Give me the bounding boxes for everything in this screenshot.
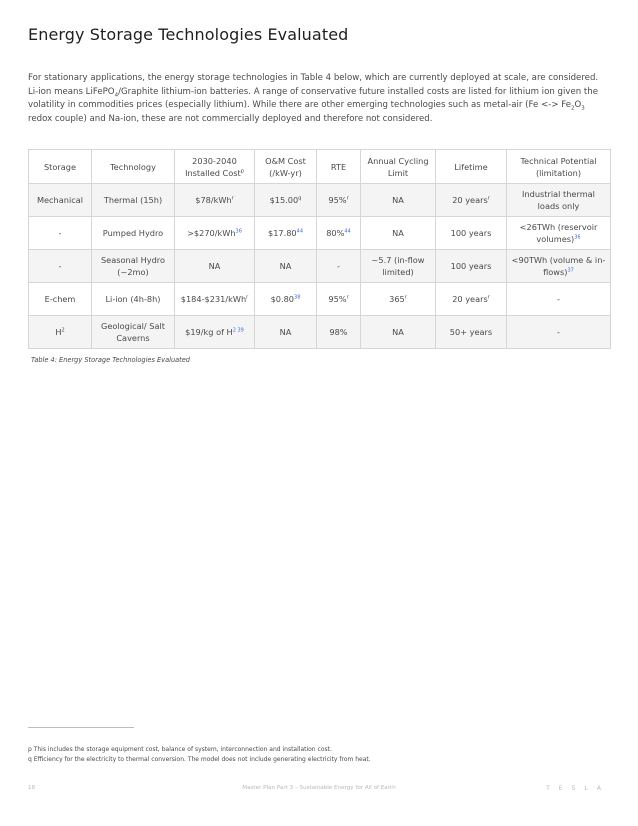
- cell-rte: 98%: [317, 316, 361, 349]
- storage-technologies-table: [28, 149, 611, 349]
- table-caption: Table 4: Energy Storage Technologies Evaluated: [31, 356, 190, 364]
- cell-technology: Seasonal Hydro (~2mo): [92, 250, 175, 283]
- cell-technology: Geological/ Salt Caverns: [92, 316, 175, 349]
- table-row: [29, 283, 611, 316]
- cell-rte: 95%$^r$: [317, 184, 361, 217]
- cell-storage: Mechanical: [29, 184, 92, 217]
- cell-lifetime: 20 years$^r$: [436, 184, 507, 217]
- cell-rte: 80%$^{44}$: [317, 217, 361, 250]
- header-storage: Storage: [29, 150, 92, 184]
- header-rte: RTE: [317, 150, 361, 184]
- cell-lifetime: 20 years$^r$: [436, 283, 507, 316]
- cell-lifetime: 100 years: [436, 250, 507, 283]
- cell-cost: $184-$231/kWh$^r$: [175, 283, 255, 316]
- footnote-divider: [28, 727, 134, 728]
- footnote-q: q Efficiency for the electricity to thermal conversion. The model does not include generating electricity from heat.: [28, 756, 371, 763]
- cell-cycling: NA: [361, 316, 436, 349]
- page-title: Energy Storage Technologies Evaluated: [28, 25, 349, 44]
- intro-paragraph: For stationary applications, the energy storage technologies in Table 4 below, which are currently deployed at scale, are considered. Li-ion means LiFePO$_4$/Graphite lithium-ion batteries. A range of conservative future installed costs are listed for lithium ion given the volatility in commodities prices (especially lithium). While there are other emerging technologies such as metal-air (Fe <-> $Fe_2O_3$ redox couple) and Na-ion, these are not commercially deployed and therefore not considered.: [28, 73, 599, 124]
- cell-cost: $19/kg of H$^{2 39}$: [175, 316, 255, 349]
- header-technical-potential: Technical Potential (limitation): [507, 150, 611, 184]
- page-number: 18: [28, 785, 36, 791]
- cell-technology: Pumped Hydro: [92, 217, 175, 250]
- cell-lifetime: 50+ years: [436, 316, 507, 349]
- cell-cycling: NA: [361, 184, 436, 217]
- table-row: [29, 217, 611, 250]
- table-row: [29, 184, 611, 217]
- cell-om: $17.80$^{44}$: [255, 217, 317, 250]
- table-row: [29, 250, 611, 283]
- cell-om: NA: [255, 316, 317, 349]
- cell-om: $15.00$^q$: [255, 184, 317, 217]
- cell-rte: -: [317, 250, 361, 283]
- brand-logo: TESLA: [546, 785, 610, 792]
- cell-storage: -: [29, 250, 92, 283]
- cell-storage: E-chem: [29, 283, 92, 316]
- footnote-p: p This includes the storage equipment cost, balance of system, interconnection and installation cost.: [28, 746, 332, 753]
- cell-cost: >$270/kWh$^{36}$: [175, 217, 255, 250]
- cell-potential: Industrial thermal loads only: [507, 184, 611, 217]
- cell-cost: $78/kWh$^r$: [175, 184, 255, 217]
- cell-potential: <26TWh (reservoir volumes)$^{36}$: [507, 217, 611, 250]
- footer-title: Master Plan Part 3 – Sustainable Energy for All of Earth: [242, 785, 396, 791]
- cell-potential: <90TWh (volume & in-flows)$^{37}$: [507, 250, 611, 283]
- cell-rte: 95%$^r$: [317, 283, 361, 316]
- cell-cycling: ~5.7 (in-flow limited): [361, 250, 436, 283]
- header-cycling-limit: Annual Cycling Limit: [361, 150, 436, 184]
- table-row: [29, 316, 611, 349]
- cell-cycling: NA: [361, 217, 436, 250]
- cell-technology: Li-ion (4h-8h): [92, 283, 175, 316]
- cell-om: $0.80$^{38}$: [255, 283, 317, 316]
- cell-lifetime: 100 years: [436, 217, 507, 250]
- table-header-row: [29, 150, 611, 184]
- cell-om: NA: [255, 250, 317, 283]
- cell-cycling: 365$^r$: [361, 283, 436, 316]
- cell-potential: -: [507, 283, 611, 316]
- cell-cost: NA: [175, 250, 255, 283]
- header-lifetime: Lifetime: [436, 150, 507, 184]
- cell-storage: $H^2$: [29, 316, 92, 349]
- cell-technology: Thermal (15h): [92, 184, 175, 217]
- header-technology: Technology: [92, 150, 175, 184]
- cell-storage: -: [29, 217, 92, 250]
- header-installed-cost: 2030-2040 Installed Cost$^p$: [175, 150, 255, 184]
- header-om-cost: O&M Cost (/kW-yr): [255, 150, 317, 184]
- cell-potential: -: [507, 316, 611, 349]
